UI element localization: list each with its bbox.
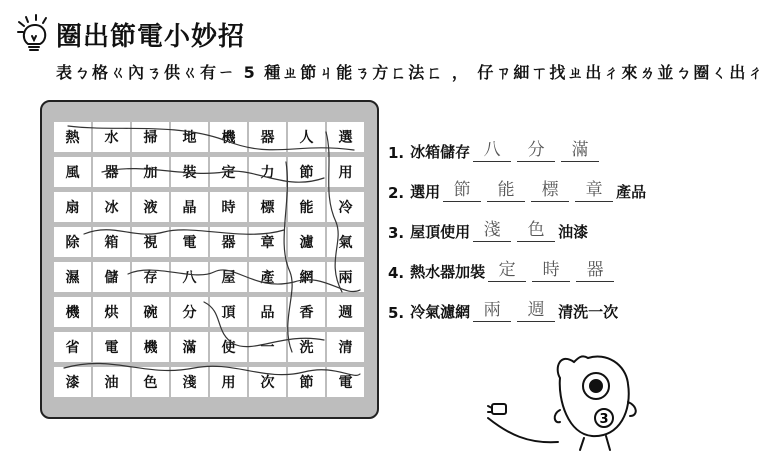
word-search-panel [40,100,379,419]
grid-cell[interactable]: 裝 [171,157,208,187]
answer-blank[interactable]: 滿 [561,139,599,162]
grid-cell[interactable]: 烘 [93,297,130,327]
grid-cell[interactable]: 加 [132,157,169,187]
answer-blank[interactable]: 標 [531,179,569,202]
grid-cell[interactable]: 箱 [93,227,130,257]
grid-cell[interactable]: 風 [54,157,91,187]
answer-number: 2. [388,184,405,202]
grid-cell[interactable]: 熱 [54,122,91,152]
grid-cell[interactable]: 儲 [93,262,130,292]
answer-number: 1. [388,144,405,162]
grid-cell[interactable]: 定 [210,157,247,187]
grid-cell[interactable]: 頂 [210,297,247,327]
grid-cell[interactable]: 標 [249,192,286,222]
grid-cell[interactable]: 產 [249,262,286,292]
answer-blank[interactable]: 節 [443,179,481,202]
grid-cell[interactable]: 機 [54,297,91,327]
grid-cell[interactable]: 機 [210,122,247,152]
answer-item [388,292,618,322]
answer-item [388,252,617,282]
grid-cell[interactable]: 力 [249,157,286,187]
grid-cell[interactable]: 網 [288,262,325,292]
grid-cell[interactable]: 存 [132,262,169,292]
grid-cell[interactable]: 八 [171,262,208,292]
grid-cell[interactable]: 氣 [327,227,364,257]
answer-number: 4. [388,264,405,282]
grid-cell[interactable]: 兩 [327,262,364,292]
grid-cell[interactable]: 屋 [210,262,247,292]
grid-cell[interactable]: 次 [249,367,286,397]
grid-cell[interactable]: 省 [54,332,91,362]
answer-blank[interactable]: 週 [517,299,555,322]
answer-blank[interactable]: 淺 [473,219,511,242]
answer-blank[interactable]: 分 [517,139,555,162]
answer-suffix: 清洗一次 [558,303,619,321]
grid-cell[interactable]: 器 [210,227,247,257]
lightbulb-icon [16,14,50,54]
answer-item [388,212,588,242]
grid-cell[interactable]: 地 [171,122,208,152]
instruction-text: 表ㄅ格ㄍ內ㄋ供ㄍ有ㄧ 5 種ㄓ節ㄐ能ㄋ方ㄈ法ㄈ ， 仔ㄗ細ㄒ找ㄓ出ㄔ來ㄌ並ㄅ圈ㄑ出ㄔ [56,63,765,82]
grid-cell[interactable]: 器 [93,157,130,187]
grid-cell[interactable]: 除 [54,227,91,257]
grid-cell[interactable]: 掃 [132,122,169,152]
answer-suffix: 產品 [616,183,647,201]
answer-blank[interactable]: 章 [575,179,613,202]
answer-prefix: 冷氣濾網 [410,303,471,321]
grid-cell[interactable]: 冷 [327,192,364,222]
answer-prefix: 熱水器加裝 [410,263,486,281]
answer-prefix: 冰箱儲存 [410,143,471,161]
grid-cell[interactable]: 器 [249,122,286,152]
grid-cell[interactable]: 滿 [171,332,208,362]
grid-cell[interactable]: 章 [249,227,286,257]
grid-cell[interactable]: 油 [93,367,130,397]
answer-blank[interactable]: 能 [487,179,525,202]
grid-cell[interactable]: 碗 [132,297,169,327]
grid-cell[interactable]: 一 [249,332,286,362]
grid-cell[interactable]: 電 [327,367,364,397]
grid-cell[interactable]: 清 [327,332,364,362]
answer-number: 3. [388,224,405,242]
grid-cell[interactable]: 扇 [54,192,91,222]
grid-cell[interactable]: 時 [210,192,247,222]
one-eyed-monster-icon [488,350,640,452]
grid-cell[interactable]: 濾 [288,227,325,257]
grid-cell[interactable]: 視 [132,227,169,257]
answer-blank[interactable]: 時 [532,259,570,282]
grid-cell[interactable]: 漆 [54,367,91,397]
grid-cell[interactable]: 能 [288,192,325,222]
grid-cell[interactable]: 節 [288,367,325,397]
grid-cell[interactable]: 週 [327,297,364,327]
answer-number: 5. [388,304,405,322]
grid-cell[interactable]: 冰 [93,192,130,222]
grid-cell[interactable]: 人 [288,122,325,152]
grid-cell[interactable]: 香 [288,297,325,327]
title-row [16,14,245,54]
grid-cell[interactable]: 節 [288,157,325,187]
grid-cell[interactable]: 用 [327,157,364,187]
grid-cell[interactable]: 用 [210,367,247,397]
answer-blank[interactable]: 八 [473,139,511,162]
grid-cell[interactable]: 洗 [288,332,325,362]
grid-cell[interactable]: 淺 [171,367,208,397]
grid-cell[interactable]: 選 [327,122,364,152]
grid-cell[interactable]: 電 [171,227,208,257]
grid-cell[interactable]: 液 [132,192,169,222]
page-title: 圈出節電小妙招 [56,21,246,52]
answer-suffix: 油漆 [558,223,589,241]
grid-cell[interactable]: 晶 [171,192,208,222]
grid-cell[interactable]: 使 [210,332,247,362]
answer-blank[interactable]: 兩 [473,299,511,322]
answer-blank[interactable]: 定 [488,259,526,282]
grid-cell[interactable]: 電 [93,332,130,362]
answer-prefix: 選用 [410,183,441,201]
answer-blank[interactable]: 色 [517,219,555,242]
grid-cell[interactable]: 水 [93,122,130,152]
grid-cell[interactable]: 色 [132,367,169,397]
plug-icon [492,404,506,414]
grid-cell[interactable]: 濕 [54,262,91,292]
grid-cell[interactable]: 機 [132,332,169,362]
grid-cell[interactable]: 品 [249,297,286,327]
grid-cell[interactable]: 分 [171,297,208,327]
answer-item [388,132,602,162]
answer-prefix: 屋頂使用 [410,223,471,241]
answer-blank[interactable]: 器 [576,259,614,282]
mascot-badge: 3 [599,412,609,427]
answer-item [388,172,646,202]
